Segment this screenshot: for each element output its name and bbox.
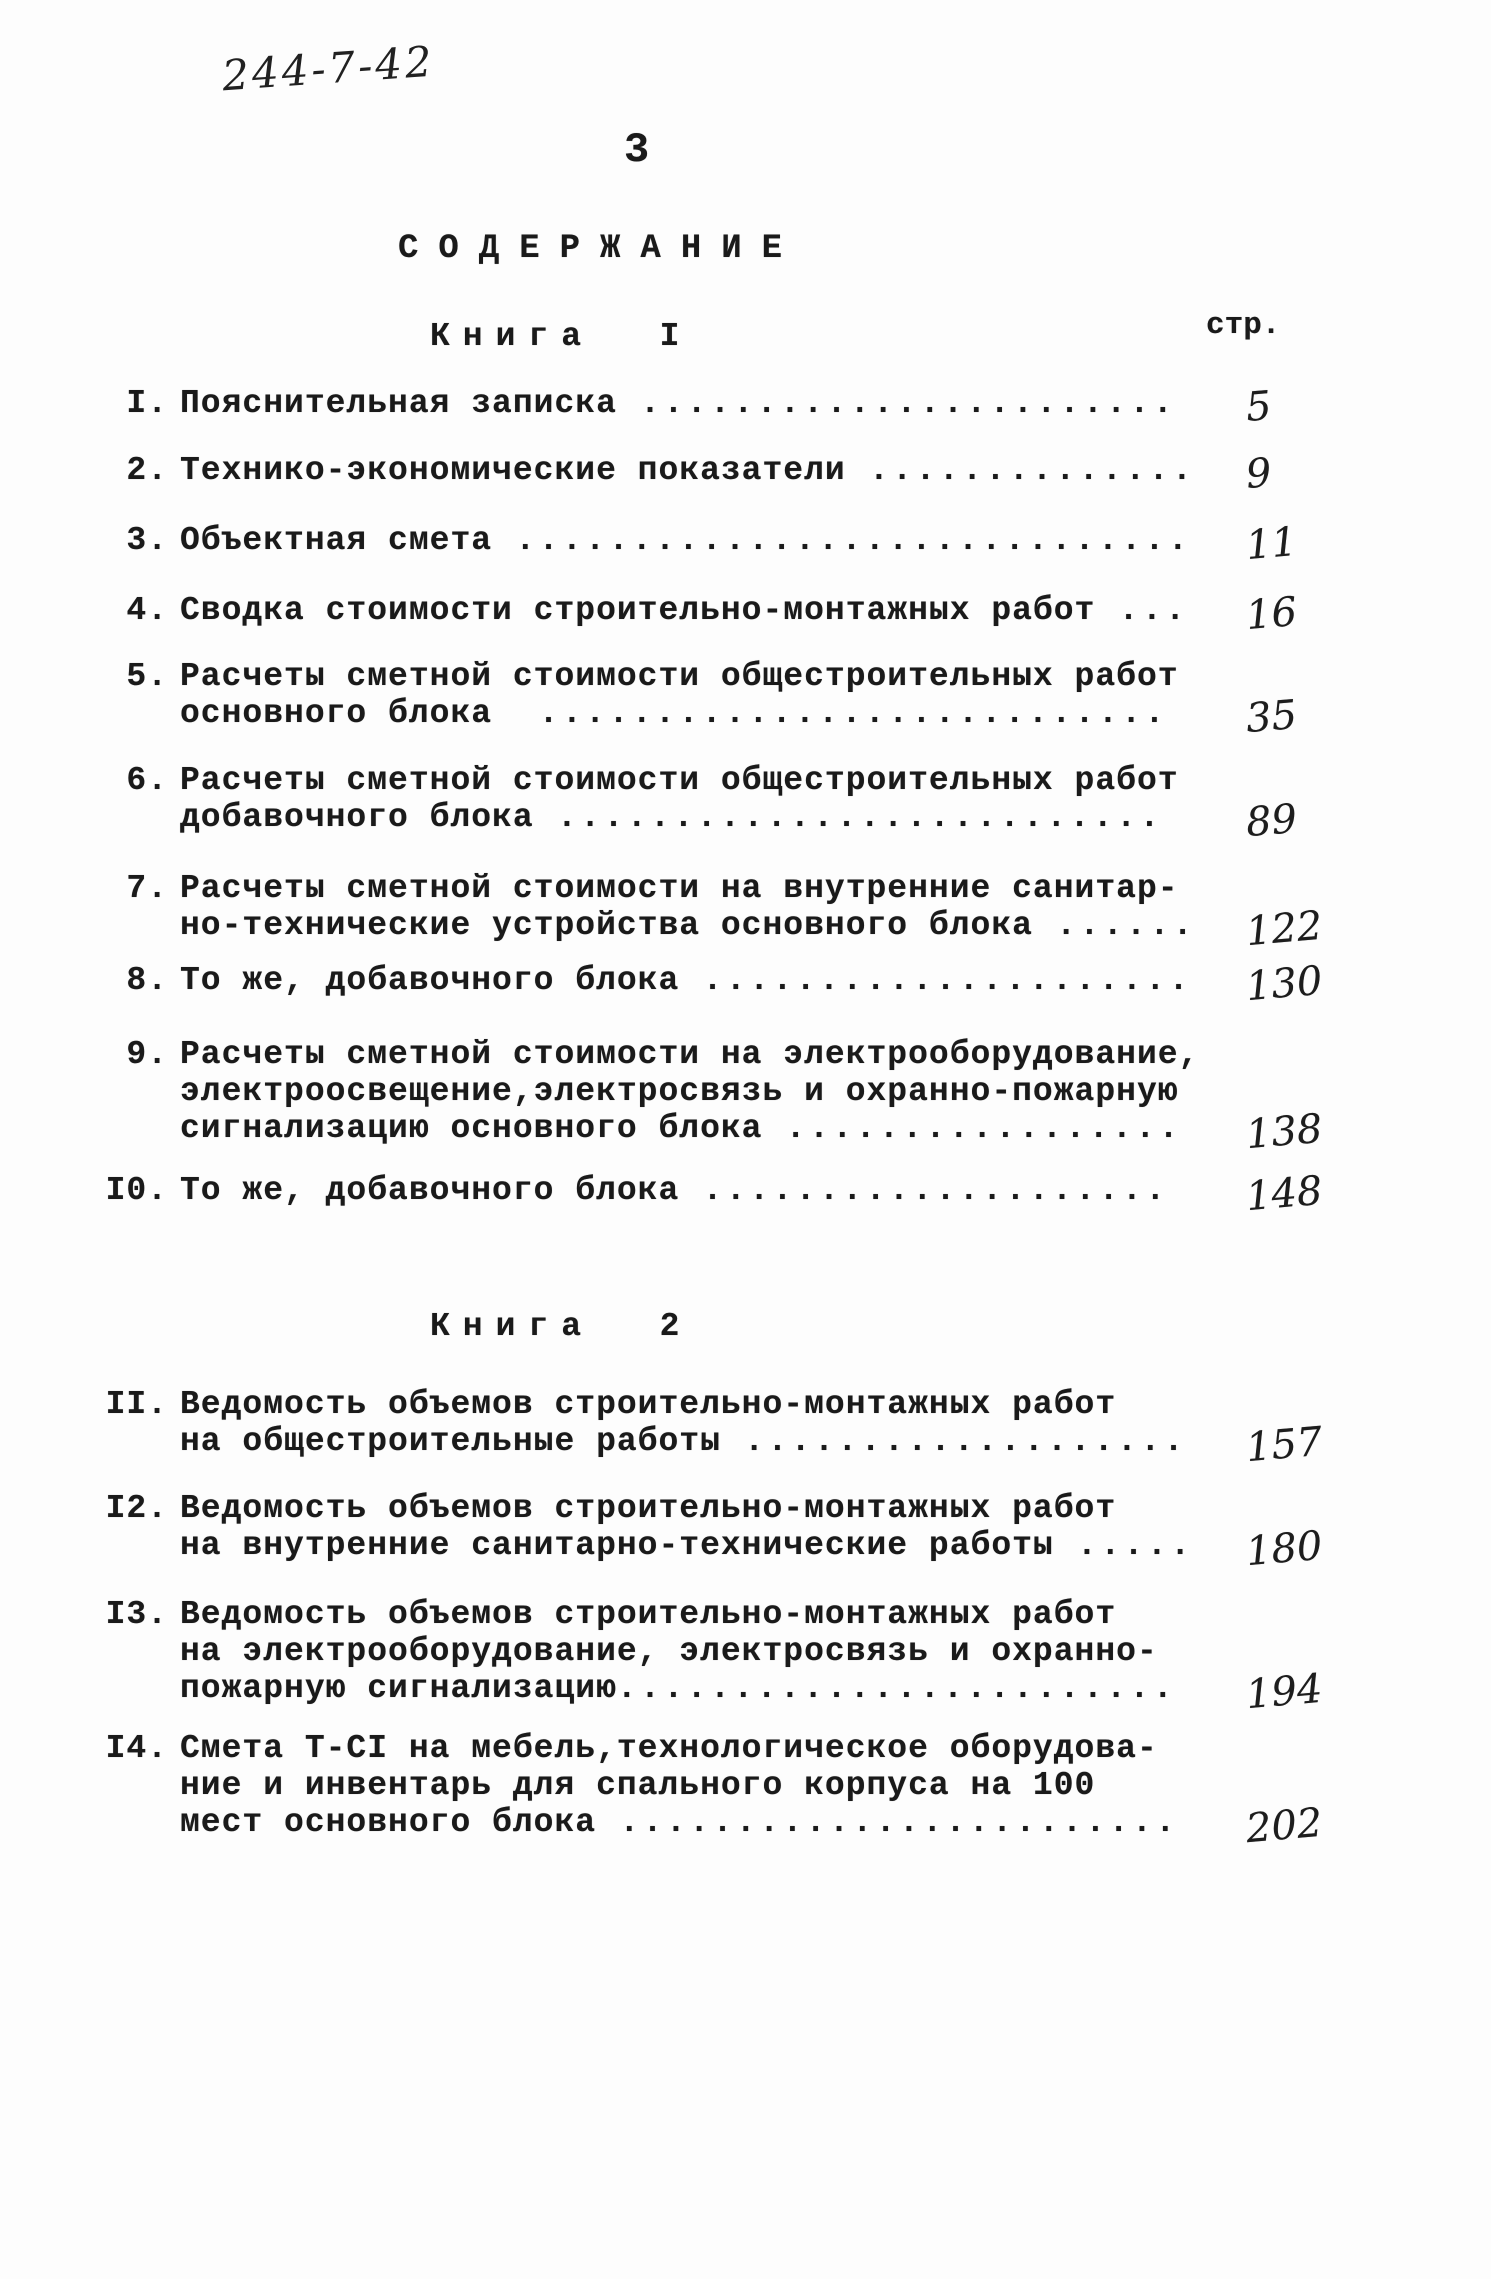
toc-item xyxy=(0,1386,1491,1472)
item-line-text: Расчеты сметной стоимости на электрооборудование, xyxy=(180,1036,1200,1073)
item-page-number: 157 xyxy=(1244,1418,1325,1472)
book1-heading: Книга I xyxy=(430,318,693,355)
item-line xyxy=(180,1073,1250,1110)
item-line-text: пожарную сигнализацию xyxy=(180,1670,617,1707)
item-page-number: 16 xyxy=(1244,588,1299,640)
book2-heading: Книга 2 xyxy=(430,1308,693,1345)
item-page-number: 148 xyxy=(1244,1167,1325,1221)
item-line xyxy=(180,1386,1250,1423)
item-number: 4. xyxy=(126,592,168,629)
toc-item xyxy=(0,957,1491,1011)
item-line-text: на электрооборудование, электросвязь и охранно- xyxy=(180,1633,1158,1670)
item-line-text: Технико-экономические показатели xyxy=(180,452,846,489)
handwritten-doc-code: 244-7-42 xyxy=(220,36,437,101)
item-line-text: электроосвещение,электросвязь и охранно-пожарную xyxy=(180,1073,1179,1110)
item-text xyxy=(180,1386,1250,1460)
item-line xyxy=(180,1172,1250,1209)
item-line xyxy=(180,1527,1250,1564)
item-line-text: на внутренние санитарно-технические работы xyxy=(180,1527,1054,1564)
toc-item xyxy=(0,518,1491,570)
item-line xyxy=(180,1490,1250,1527)
dot-leader: ....................... xyxy=(616,385,1177,422)
item-line-text: Расчеты сметной стоимости на внутренние санитар- xyxy=(180,870,1179,907)
item-line xyxy=(180,385,1250,422)
toc-item xyxy=(0,762,1491,847)
item-number: 5. xyxy=(126,658,168,695)
item-number: 3. xyxy=(126,522,168,559)
item-text xyxy=(180,1596,1250,1707)
item-page-number: 194 xyxy=(1244,1665,1325,1719)
item-number: II. xyxy=(105,1386,168,1423)
item-line xyxy=(180,658,1250,695)
item-number: I0. xyxy=(105,1172,168,1209)
item-line-text: Пояснительная записка xyxy=(180,385,617,422)
item-text xyxy=(180,870,1250,944)
dot-leader: .............. xyxy=(845,452,1196,489)
item-text xyxy=(180,962,1250,999)
item-line xyxy=(180,522,1250,559)
item-line-text: основного блока xyxy=(180,695,493,732)
item-page-number: 35 xyxy=(1244,691,1299,743)
item-line-text: добавочного блока xyxy=(180,799,534,836)
page-number-top: 3 xyxy=(624,126,650,174)
item-line xyxy=(180,799,1250,836)
item-number: I4. xyxy=(105,1730,168,1767)
item-line xyxy=(180,1767,1250,1804)
item-page-number: 202 xyxy=(1244,1799,1325,1853)
item-line xyxy=(180,1804,1250,1841)
dot-leader: ........................ xyxy=(596,1804,1179,1841)
item-text xyxy=(180,522,1250,559)
item-page-number: 5 xyxy=(1244,382,1274,432)
item-line xyxy=(180,870,1250,907)
item-page-number: 122 xyxy=(1244,902,1325,956)
item-number: I3. xyxy=(105,1596,168,1633)
item-text xyxy=(180,1036,1250,1147)
dot-leader: ................. xyxy=(762,1110,1182,1147)
toc-item xyxy=(0,658,1491,743)
dot-leader: ..................... xyxy=(679,962,1192,999)
item-line xyxy=(180,1596,1250,1633)
item-line xyxy=(180,452,1250,489)
toc-item xyxy=(0,1490,1491,1576)
item-number: 8. xyxy=(126,962,168,999)
item-number: I. xyxy=(126,385,168,422)
item-line xyxy=(180,1110,1250,1147)
toc-item xyxy=(0,449,1491,499)
toc-item xyxy=(0,1167,1491,1221)
toc-item xyxy=(0,1596,1491,1719)
item-line-text: То же, добавочного блока xyxy=(180,962,680,999)
item-page-number: 11 xyxy=(1244,518,1299,570)
item-text xyxy=(180,1730,1250,1841)
item-number: 7. xyxy=(126,870,168,907)
item-line xyxy=(180,1036,1250,1073)
toc-item xyxy=(0,1730,1491,1853)
item-line-text: Ведомость объемов строительно-монтажных работ xyxy=(180,1386,1117,1423)
item-line-text: Объектная смета xyxy=(180,522,493,559)
dot-leader: .................... xyxy=(679,1172,1169,1209)
item-line-text: мест основного блока xyxy=(180,1804,597,1841)
item-line-text: Ведомость объемов строительно-монтажных работ xyxy=(180,1490,1117,1527)
item-text xyxy=(180,452,1250,489)
item-line xyxy=(180,1730,1250,1767)
dot-leader: ............................. xyxy=(492,522,1192,559)
dot-leader: ................... xyxy=(720,1423,1187,1460)
item-line-text: ние и инвентарь для спального корпуса на 100 xyxy=(180,1767,1096,1804)
toc-item xyxy=(0,382,1491,432)
item-text xyxy=(180,658,1250,732)
dot-leader: .......................... xyxy=(533,799,1163,836)
item-page-number: 89 xyxy=(1244,795,1299,847)
item-number: 9. xyxy=(126,1036,168,1073)
dot-leader: ........................... xyxy=(492,695,1168,732)
item-line-text: Расчеты сметной стоимости общестроительных работ xyxy=(180,762,1179,799)
item-line-text: То же, добавочного блока xyxy=(180,1172,680,1209)
dot-leader: ..... xyxy=(1053,1527,1194,1564)
toc-title: СОДЕРЖАНИЕ xyxy=(398,230,803,268)
item-line xyxy=(180,1670,1250,1707)
item-line xyxy=(180,695,1250,732)
item-page-number: 138 xyxy=(1244,1105,1325,1159)
column-header-str: стр. xyxy=(1206,308,1281,343)
item-number: 2. xyxy=(126,452,168,489)
toc-item xyxy=(0,588,1491,640)
toc-item xyxy=(0,870,1491,956)
item-line-text: Сводка стоимости строительно-монтажных работ xyxy=(180,592,1096,629)
item-text xyxy=(180,762,1250,836)
item-page-number: 130 xyxy=(1244,957,1325,1011)
item-text xyxy=(180,1490,1250,1564)
item-line xyxy=(180,592,1250,629)
item-line xyxy=(180,762,1250,799)
item-line-text: Расчеты сметной стоимости общестроительных работ xyxy=(180,658,1179,695)
item-line xyxy=(180,907,1250,944)
dot-leader: ........................ xyxy=(616,1670,1177,1707)
item-line xyxy=(180,962,1250,999)
item-line-text: но-технические устройства основного блока xyxy=(180,907,1033,944)
item-line-text: на общестроительные работы xyxy=(180,1423,721,1460)
item-line-text: Ведомость объемов строительно-монтажных работ xyxy=(180,1596,1117,1633)
item-line-text: Смета Т-СI на мебель,технологическое оборудова- xyxy=(180,1730,1158,1767)
item-number: I2. xyxy=(105,1490,168,1527)
item-number: 6. xyxy=(126,762,168,799)
toc-item xyxy=(0,1036,1491,1159)
item-text xyxy=(180,385,1250,422)
item-line-text: сигнализацию основного блока xyxy=(180,1110,763,1147)
dot-leader: ... xyxy=(1095,592,1189,629)
item-line xyxy=(180,1423,1250,1460)
item-text xyxy=(180,1172,1250,1209)
item-line xyxy=(180,1633,1250,1670)
dot-leader: ...... xyxy=(1032,907,1197,944)
item-page-number: 9 xyxy=(1244,449,1274,499)
item-page-number: 180 xyxy=(1244,1522,1325,1576)
item-text xyxy=(180,592,1250,629)
